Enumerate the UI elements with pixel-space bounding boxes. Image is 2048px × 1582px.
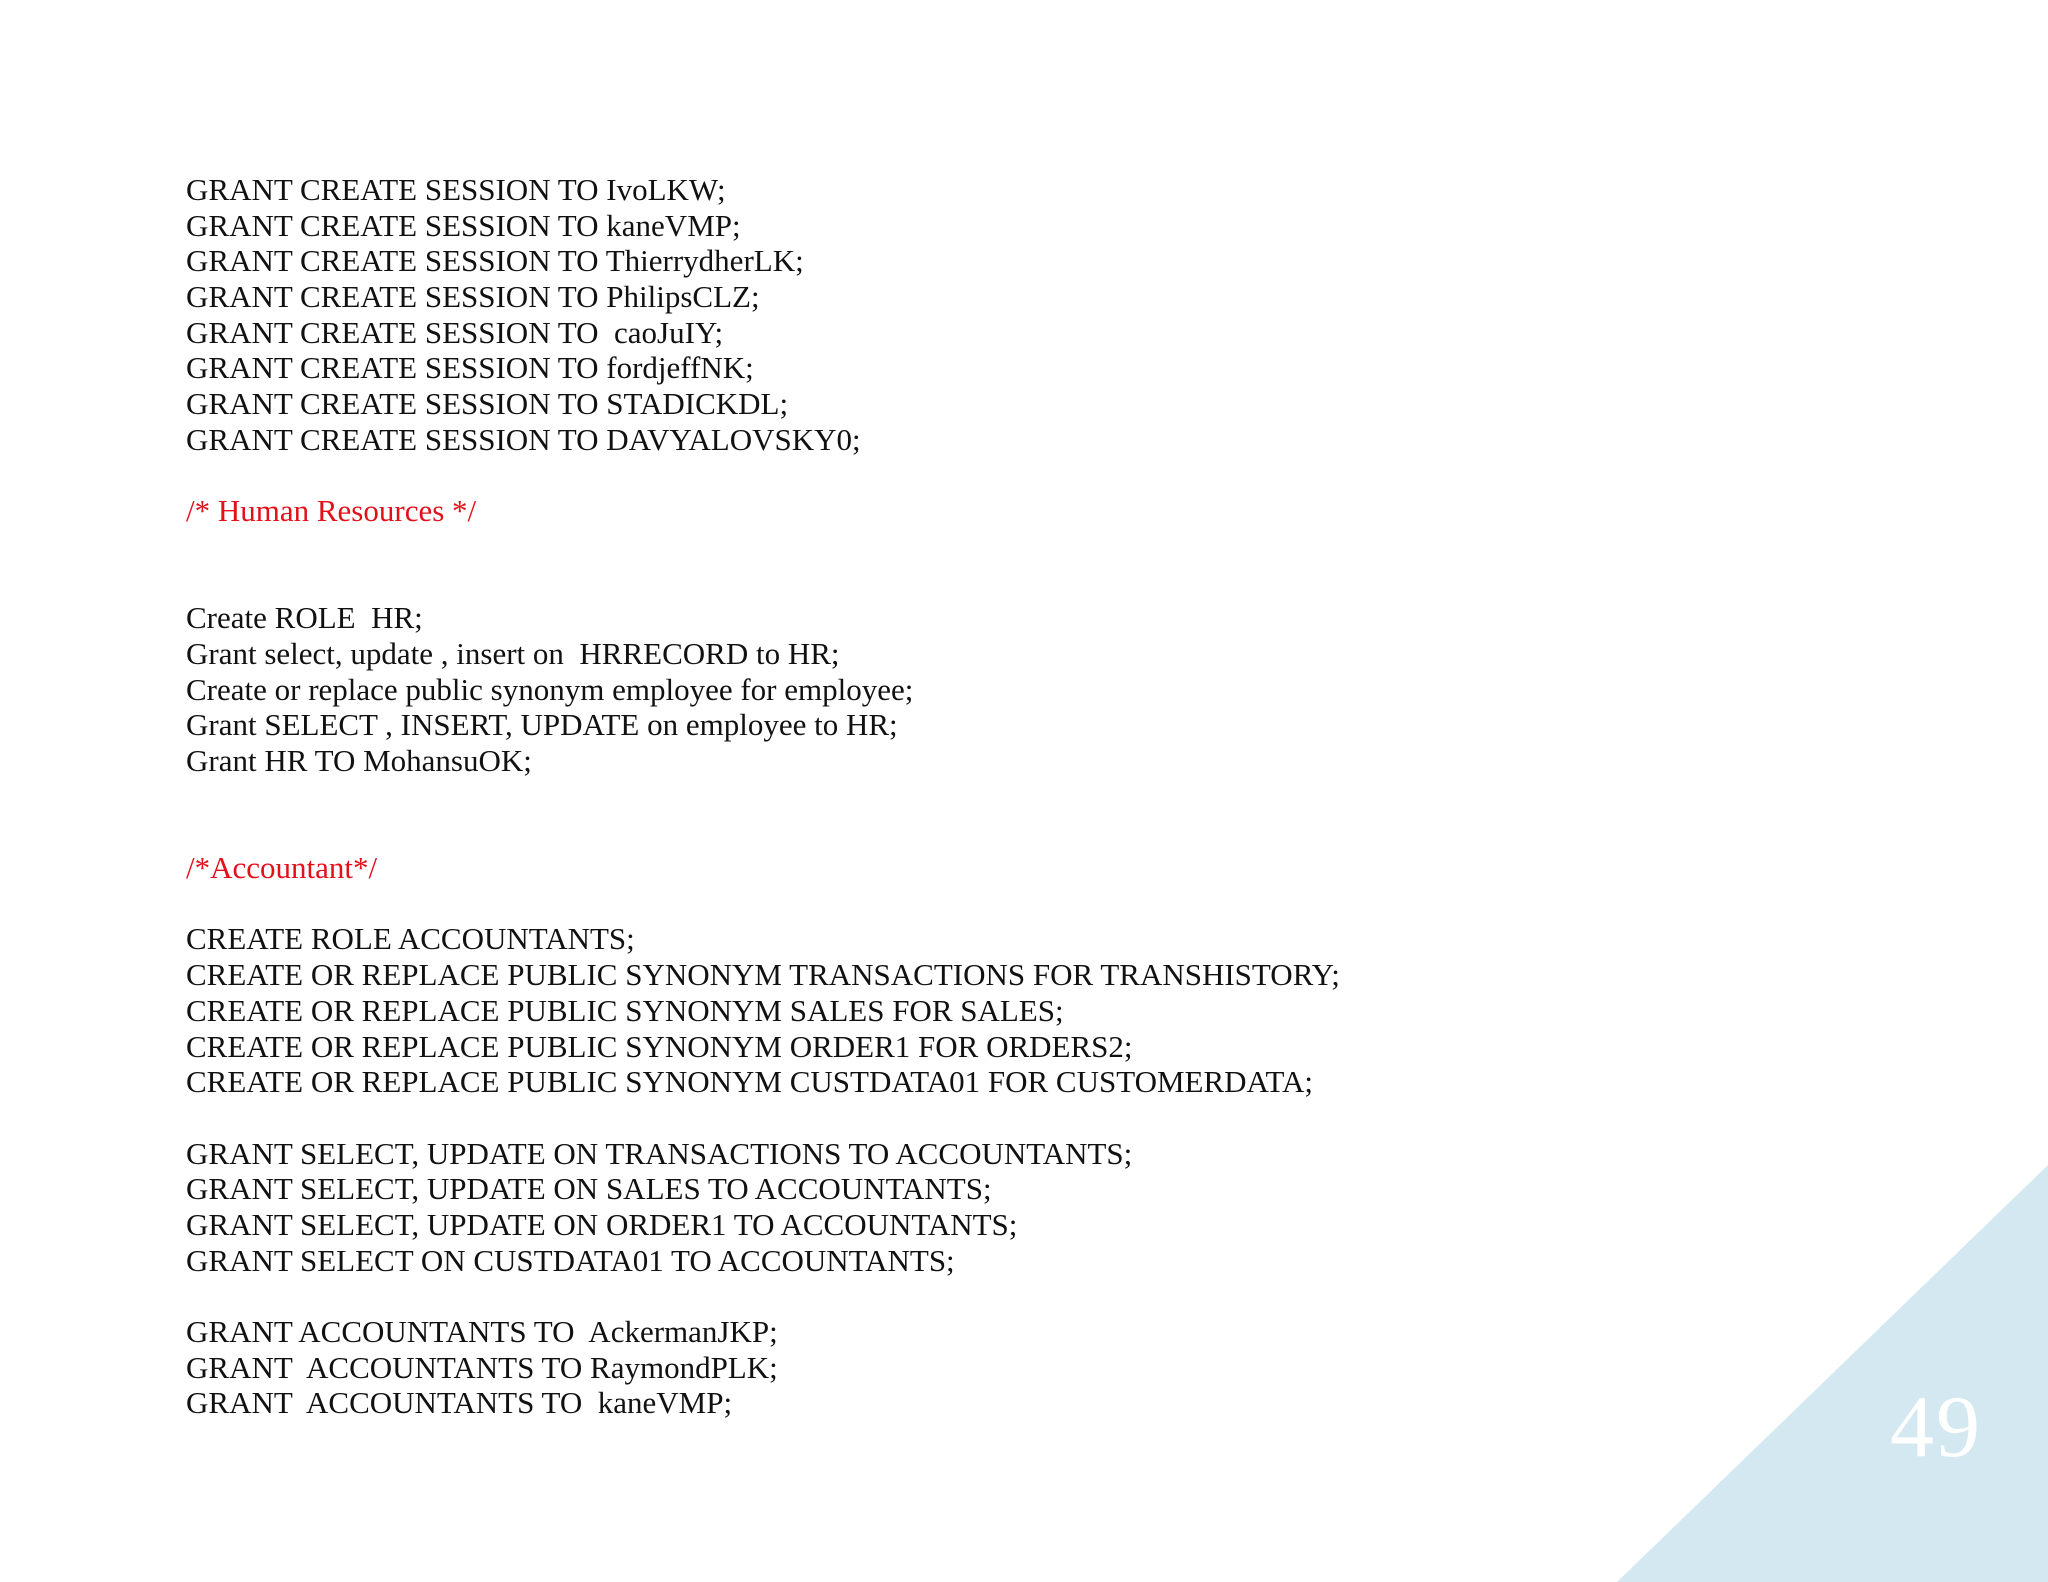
blank-line — [186, 529, 1686, 565]
accountant-role-synonyms — [186, 921, 1686, 1099]
code-line: GRANT CREATE SESSION TO STADICKDL; — [186, 386, 789, 422]
code-line: CREATE OR REPLACE PUBLIC SYNONYM TRANSACTIONS FOR TRANSHISTORY; — [186, 957, 1340, 993]
code-line: GRANT SELECT, UPDATE ON TRANSACTIONS TO ACCOUNTANTS; — [186, 1135, 1133, 1171]
hr-statements — [186, 600, 1686, 778]
sql-code-block — [186, 172, 1686, 1421]
blank-line — [186, 779, 1686, 815]
session-grants — [186, 172, 1686, 458]
code-line: Create or replace public synonym employee for employee; — [186, 671, 914, 707]
blank-line — [186, 1278, 1686, 1314]
accountant-comment: /*Accountant*/ — [186, 850, 378, 886]
code-line: GRANT CREATE SESSION TO DAVYALOVSKY0; — [186, 421, 861, 457]
code-line: GRANT CREATE SESSION TO IvoLKW; — [186, 172, 726, 207]
code-line: CREATE OR REPLACE PUBLIC SYNONYM SALES FOR SALES; — [186, 992, 1064, 1028]
code-line: GRANT ACCOUNTANTS TO kaneVMP; — [186, 1385, 733, 1421]
blank-line — [186, 814, 1686, 850]
code-line: GRANT CREATE SESSION TO ThierrydherLK; — [186, 243, 804, 279]
hr-comment: /* Human Resources */ — [186, 493, 477, 529]
code-line: GRANT ACCOUNTANTS TO AckermanJKP; — [186, 1314, 778, 1349]
code-line: CREATE OR REPLACE PUBLIC SYNONYM ORDER1 FOR ORDERS2; — [186, 1028, 1133, 1064]
page-number: 49 — [1890, 1379, 1982, 1476]
blank-line — [186, 1100, 1686, 1136]
blank-line — [186, 458, 1686, 494]
code-line: Create ROLE HR; — [186, 600, 423, 636]
code-line: Grant HR TO MohansuOK; — [186, 743, 532, 778]
code-line: GRANT CREATE SESSION TO kaneVMP; — [186, 207, 741, 243]
code-line: GRANT CREATE SESSION TO PhilipsCLZ; — [186, 279, 760, 315]
code-line: CREATE ROLE ACCOUNTANTS; — [186, 921, 635, 957]
code-line: Grant SELECT , INSERT, UPDATE on employee to HR; — [186, 707, 898, 743]
code-line: GRANT CREATE SESSION TO caoJuIY; — [186, 314, 724, 350]
code-line: CREATE OR REPLACE PUBLIC SYNONYM CUSTDATA01 FOR CUSTOMERDATA; — [186, 1064, 1313, 1100]
code-line: GRANT CREATE SESSION TO fordjeffNK; — [186, 350, 754, 386]
blank-line — [186, 886, 1686, 922]
accountant-grants — [186, 1136, 1686, 1279]
code-line: GRANT SELECT, UPDATE ON SALES TO ACCOUNTANTS; — [186, 1171, 992, 1207]
code-line: GRANT SELECT ON CUSTDATA01 TO ACCOUNTANTS; — [186, 1242, 955, 1278]
accountant-users — [186, 1314, 1686, 1421]
blank-line — [186, 565, 1686, 601]
code-line: GRANT SELECT, UPDATE ON ORDER1 TO ACCOUNTANTS; — [186, 1206, 1018, 1242]
code-line: Grant select, update , insert on HRRECORD to HR; — [186, 635, 840, 671]
code-line: GRANT ACCOUNTANTS TO RaymondPLK; — [186, 1349, 778, 1385]
